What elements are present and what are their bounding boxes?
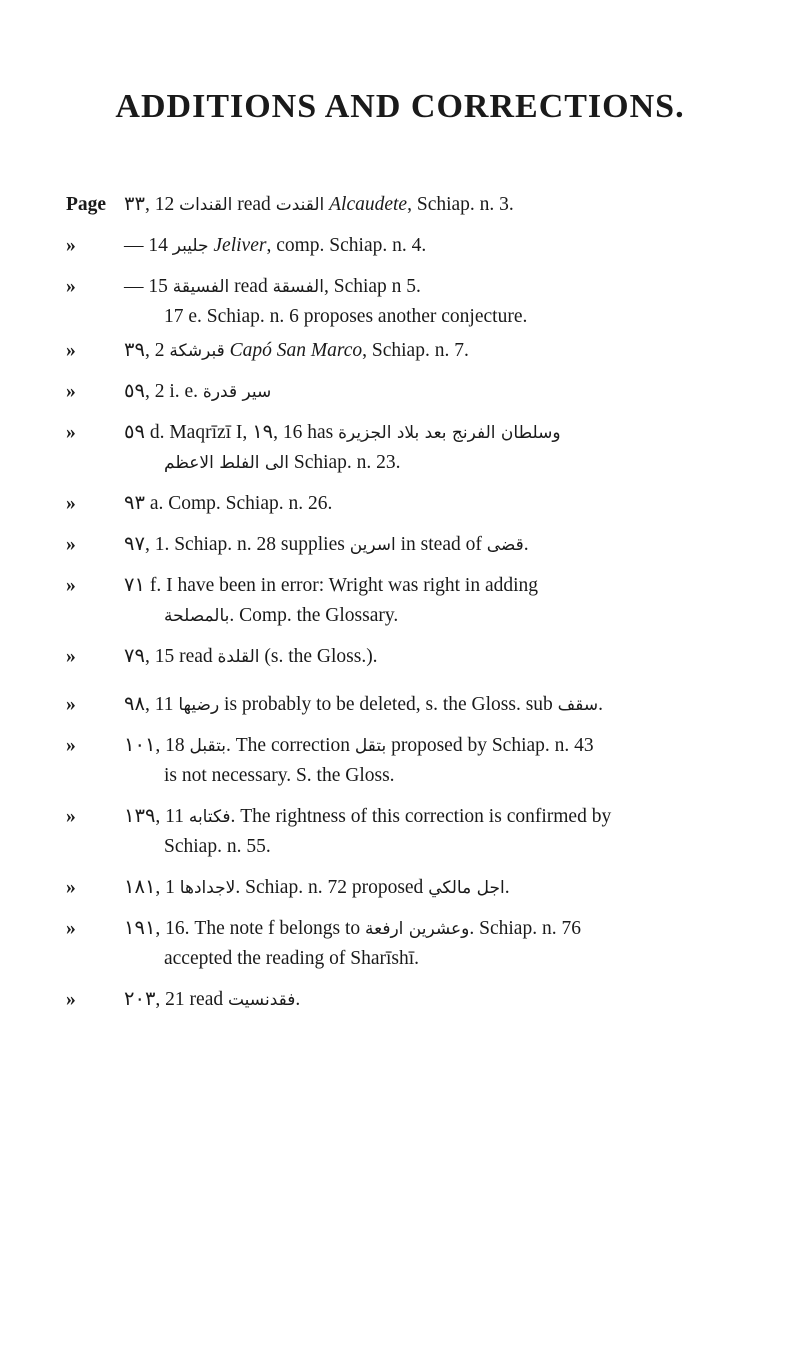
list-item: » ٥٩, 2 i. e. سير قدرة xyxy=(66,377,766,407)
list-item: » ٧٩, 15 read القلدة (s. the Gloss.). xyxy=(66,642,766,672)
page-label: Page xyxy=(66,194,107,215)
ditto-mark: » xyxy=(66,276,76,297)
list-item: » ١٩١, 16. The note f belongs to وعشرين ارفعة. Schiap. n. 76 xyxy=(66,914,766,944)
list-item: » ١٠١, 18 بتقبل. The correction بتقل proposed by Schiap. n. 43 xyxy=(66,731,766,761)
ditto-mark: » xyxy=(66,340,76,361)
ditto-mark: » xyxy=(66,989,76,1010)
ditto-mark: » xyxy=(66,735,76,756)
list-item: » ٢٠٣, 21 read فقدنسيت. xyxy=(66,985,766,1015)
list-item: » ٧١ f. I have been in error: Wright was right in adding xyxy=(66,571,766,601)
page-title: ADDITIONS AND CORRECTIONS. xyxy=(115,88,685,125)
ditto-mark: » xyxy=(66,694,76,715)
ditto-mark: » xyxy=(66,235,76,256)
ditto-mark: » xyxy=(66,806,76,827)
ditto-mark: » xyxy=(66,381,76,402)
ditto-mark: » xyxy=(66,422,76,443)
list-item: » ٩٧, 1. Schiap. n. 28 supplies اسرين in stead of قضى. xyxy=(66,530,766,560)
list-item: » ١٨١, 1 لاجدادها. Schiap. n. 72 proposed اجل مالكي. xyxy=(66,873,766,903)
ditto-mark: » xyxy=(66,918,76,939)
list-item: » — 15 الفسيقة read الفسقة, Schiap n 5. xyxy=(66,272,766,302)
list-item: » ٥٩ d. Maqrīzī I, ١٩, 16 has وسلطان الفرنج بعد بلاد الجزيرة xyxy=(66,418,766,448)
ditto-mark: » xyxy=(66,575,76,596)
list-item: » ١٣٩, 11 فكتابه. The rightness of this correction is confirmed by xyxy=(66,802,766,832)
list-item: » ٩٣ a. Comp. Schiap. n. 26. xyxy=(66,489,766,519)
ditto-mark: » xyxy=(66,534,76,555)
ditto-mark: » xyxy=(66,877,76,898)
list-item: » ٩٨, 11 رضيها is probably to be deleted, s. the Gloss. sub سقف. xyxy=(66,690,766,720)
ditto-mark: » xyxy=(66,493,76,514)
list-item: » — 14 جليبر Jeliver, comp. Schiap. n. 4. xyxy=(66,231,766,261)
list-item: » ٣٩, 2 قبرشكة Capó San Marco, Schiap. n. 7. xyxy=(66,336,766,366)
corrections-list: Page ٣٣, 12 القندات read القندت Alcaudete, Schiap. n. 3. » — 14 جليبر Jeliver, comp. Schiap. n. 4. » — 15 الفسيقة read الفسقة, Schiap n 5. 17 e. Schiap. n. 6 proposes another conjecture. » ٣٩, 2 قبرشكة Capó San Marco, Schiap. n. 7. » ٥٩, 2 i. e. سير قدرة » ٥٩ d. Maqrīzī I, ١٩, 16 has وسلطان الفرنج بعد بلاد الجزيرة الى الفلط الاعظم Schiap. n. 23. » ٩٣ a. Comp. Schiap. n. 26. » ٩٧, 1. Schiap. n. 28 supplies اسرين in stead of قضى. » ٧١ f. I have been in error: Wright was right in adding بالمصلحة. Comp. the Glossary. » ٧٩, 15 read القلدة (s. the Gloss.). » ٩٨, 11 رضيها is probably to be deleted, s. the Gloss. sub سقف. » ١٠١, 18 بتقبل. The correction بتقل proposed by Schiap. n. 43 is not necessary. S. the Gloss. » ١٣٩, 11 فكتابه. The rightness of this correction is confirmed by Schiap. n. 55. » ١٨١, 1 لاجدادها. Schiap. n. 72 proposed اجل مالكي. » ١٩١, 16. The note f belongs to وعشرين ارفعة. Schiap. n. 76 accepted the reading of Sharīshī. » ٢٠٣, 21 read فقدنسيت. xyxy=(66,190,766,1015)
list-item: Page ٣٣, 12 القندات read القندت Alcaudete, Schiap. n. 3. xyxy=(66,190,766,220)
ditto-mark: » xyxy=(66,646,76,667)
